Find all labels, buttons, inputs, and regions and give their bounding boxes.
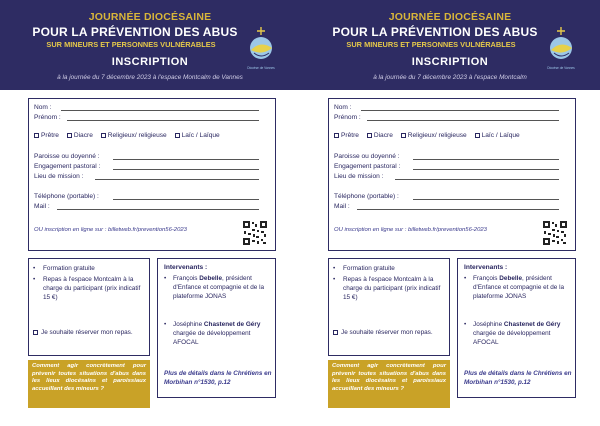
- option-pretre[interactable]: Prêtre: [34, 132, 59, 139]
- header-line1: POUR LA PRÉVENTION DES ABUS: [32, 25, 238, 39]
- checkbox-icon[interactable]: [101, 133, 106, 138]
- header-banner: [0, 0, 300, 90]
- diocese-logo-icon: [246, 26, 276, 66]
- info-bullet-2: • Repas à l'espace Montcalm à la charge du participant (prix indicatif 15 €): [33, 276, 141, 302]
- checkbox-icon[interactable]: [67, 133, 72, 138]
- checkbox-icon[interactable]: [175, 133, 180, 138]
- option-diacre[interactable]: Diacre: [67, 132, 93, 139]
- mail-label: Mail :: [34, 203, 50, 210]
- intervenant-2: • Joséphine Chastenet de Géry chargée de développement AFOCAL: [464, 321, 561, 347]
- telephone-label: Téléphone (portable) :: [34, 193, 99, 200]
- mission-label: Lieu de mission :: [334, 173, 384, 180]
- nom-label: Nom :: [34, 104, 52, 111]
- intervenant-1: • François Debelle, président d'Enfance et compagnie et de la plateforme JONAS: [164, 275, 265, 301]
- mail-field[interactable]: [57, 209, 259, 210]
- checkbox-icon[interactable]: [475, 133, 480, 138]
- header-title: JOURNÉE DIOCÉSAINE: [388, 11, 512, 23]
- intervenant-2: • Joséphine Chastenet de Géry chargée de développement AFOCAL: [164, 321, 261, 347]
- prenom-label: Prénom :: [334, 114, 361, 121]
- more-details: Plus de détails dans le Chrétiens en Morbihan n°1530, p.12: [464, 370, 572, 386]
- prenom-label: Prénom :: [34, 114, 61, 121]
- status-options: [34, 132, 226, 139]
- engagement-label: Engagement pastoral :: [334, 163, 401, 170]
- reserve-meal-option[interactable]: Je souhaite réserver mon repas.: [33, 328, 147, 337]
- question-box: [28, 360, 150, 408]
- mission-field[interactable]: [395, 179, 559, 180]
- intervenants-title: Intervenants :: [164, 264, 208, 271]
- registration-form: [328, 98, 576, 251]
- status-options: [334, 132, 526, 139]
- header-subtitle: à la journée du 7 décembre 2023 à l'espace Montcalm: [373, 74, 527, 81]
- nom-label: Nom :: [334, 104, 352, 111]
- checkbox-icon[interactable]: [333, 330, 338, 335]
- question-text: Comment agir concrètement pour prévenir toutes situations d'abus dans les lieux diocésains et paroissiaux accueillant des mineurs ?: [332, 363, 446, 392]
- engagement-field[interactable]: [113, 169, 259, 170]
- question-box: [328, 360, 450, 408]
- telephone-label: Téléphone (portable) :: [334, 193, 399, 200]
- header-banner: [300, 0, 600, 90]
- option-laic[interactable]: Laïc / Laïque: [475, 132, 520, 139]
- checkbox-icon[interactable]: [367, 133, 372, 138]
- online-registration-link[interactable]: OU inscription en ligne sur : billetweb.fr/prevention56-2023: [334, 227, 487, 233]
- info-box: [28, 258, 150, 356]
- nom-field[interactable]: [361, 110, 559, 111]
- intervenants-title: Intervenants :: [464, 264, 508, 271]
- option-religieux[interactable]: Religieux/ religieuse: [101, 132, 167, 139]
- option-laic[interactable]: Laïc / Laïque: [175, 132, 220, 139]
- paroisse-label: Paroisse ou doyenné :: [34, 153, 100, 160]
- header-line2: SUR MINEURS ET PERSONNES VULNÉRABLES: [346, 40, 516, 49]
- mail-label: Mail :: [334, 203, 350, 210]
- logo-caption: Diocèse de Vannes: [547, 66, 575, 70]
- option-religieux[interactable]: Religieux/ religieuse: [401, 132, 467, 139]
- header-subtitle: à la journée du 7 décembre 2023 à l'espace Montcalm de Vannes: [57, 74, 243, 81]
- header-line2: SUR MINEURS ET PERSONNES VULNÉRABLES: [46, 40, 216, 49]
- prenom-field[interactable]: [367, 120, 559, 121]
- logo-caption: Diocèse de Vannes: [247, 66, 275, 70]
- prenom-field[interactable]: [67, 120, 259, 121]
- info-bullet-1: • Formation gratuite: [33, 265, 95, 272]
- mail-field[interactable]: [357, 209, 559, 210]
- info-box: [328, 258, 450, 356]
- option-pretre[interactable]: Prêtre: [334, 132, 359, 139]
- diocese-logo-icon: [546, 26, 576, 66]
- registration-form: [28, 98, 276, 251]
- engagement-field[interactable]: [413, 169, 559, 170]
- engagement-label: Engagement pastoral :: [34, 163, 101, 170]
- header-line1: POUR LA PRÉVENTION DES ABUS: [332, 25, 538, 39]
- header-title: JOURNÉE DIOCÉSAINE: [88, 11, 212, 23]
- info-bullet-1: • Formation gratuite: [333, 265, 395, 272]
- nom-field[interactable]: [61, 110, 259, 111]
- intervenant-1: • François Debelle, président d'Enfance et compagnie et de la plateforme JONAS: [464, 275, 565, 301]
- question-text: Comment agir concrètement pour prévenir toutes situations d'abus dans les lieux diocésains et paroissiaux accueillant des mineurs ?: [32, 363, 146, 392]
- mission-label: Lieu de mission :: [34, 173, 84, 180]
- checkbox-icon[interactable]: [33, 330, 38, 335]
- inscription-title: INSCRIPTION: [111, 56, 189, 68]
- paroisse-field[interactable]: [413, 159, 559, 160]
- paroisse-label: Paroisse ou doyenné :: [334, 153, 400, 160]
- online-registration-link[interactable]: OU inscription en ligne sur : billetweb.fr/prevention56-2023: [34, 227, 187, 233]
- mission-field[interactable]: [95, 179, 259, 180]
- telephone-field[interactable]: [413, 199, 559, 200]
- qr-code-icon: [243, 221, 267, 245]
- inscription-title: INSCRIPTION: [411, 56, 489, 68]
- telephone-field[interactable]: [113, 199, 259, 200]
- intervenants-box: [157, 258, 276, 398]
- option-diacre[interactable]: Diacre: [367, 132, 393, 139]
- reserve-meal-option[interactable]: Je souhaite réserver mon repas.: [333, 328, 447, 337]
- more-details: Plus de détails dans le Chrétiens en Morbihan n°1530, p.12: [164, 370, 272, 386]
- paroisse-field[interactable]: [113, 159, 259, 160]
- info-bullet-2: • Repas à l'espace Montcalm à la charge du participant (prix indicatif 15 €): [333, 276, 441, 302]
- qr-code-icon: [543, 221, 567, 245]
- checkbox-icon[interactable]: [334, 133, 339, 138]
- intervenants-box: [457, 258, 576, 398]
- flyer-panel-right: [300, 0, 600, 426]
- checkbox-icon[interactable]: [34, 133, 39, 138]
- checkbox-icon[interactable]: [401, 133, 406, 138]
